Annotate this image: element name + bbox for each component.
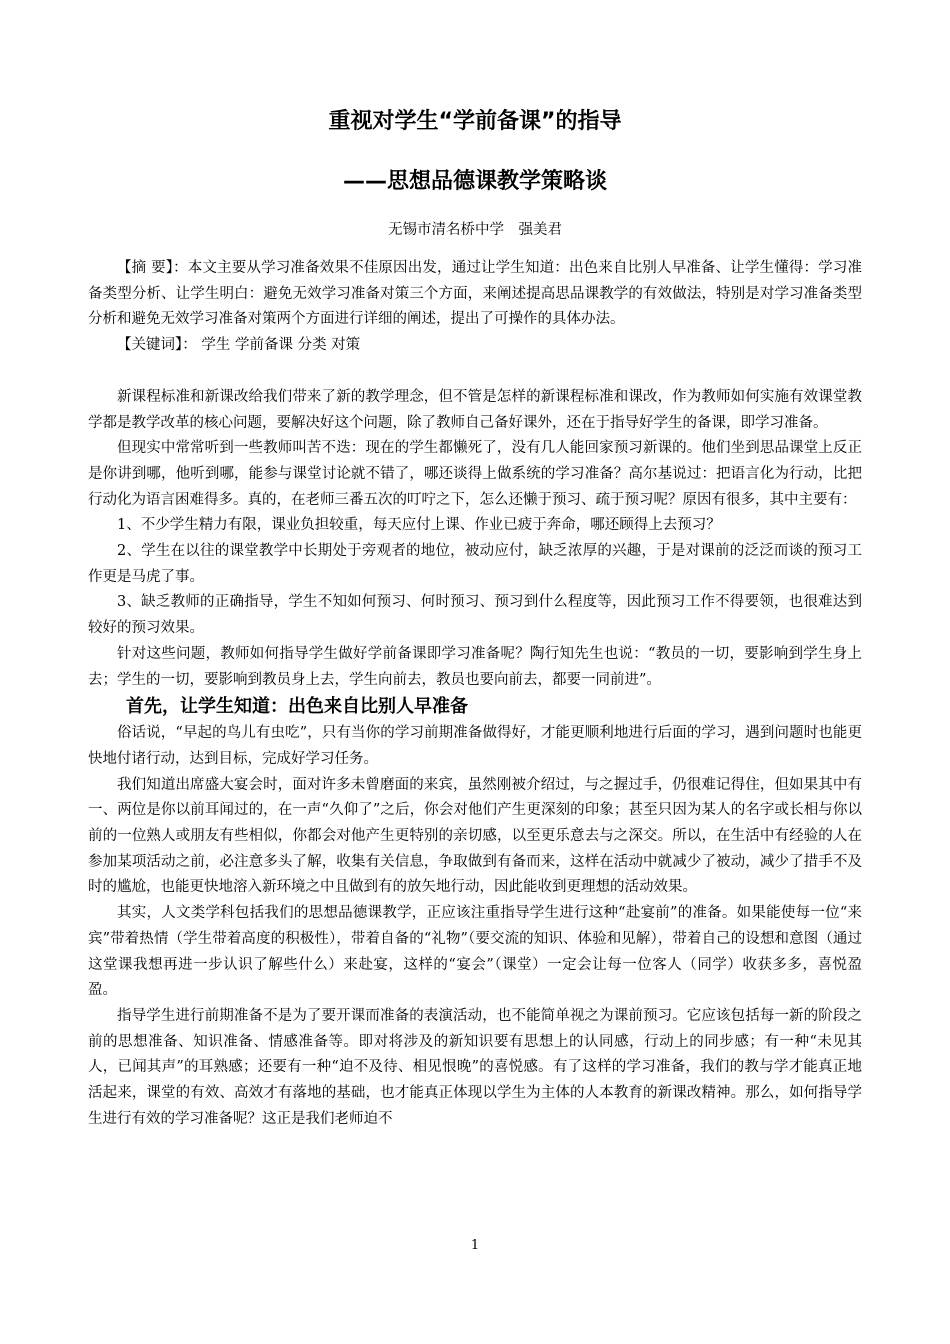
document-title: 重视对学生“学前备课”的指导 [328,109,622,134]
body-paragraph: 但现实中常常听到一些教师叫苦不迭：现在的学生都懒死了，没有几人能回家预习新课的。他们坐到思品课堂上反正是你讲到哪，他听到哪，能参与课堂讨论就不错了，哪还谈得上做系统的学习准备？高尔基说过：把语言化为行动，比把行动化为语言困难得多。真的，在老师三番五次的叮咛之下，怎么还懒于预习、疏于预习呢？原因有很多，其中主要有： [88,440,862,508]
abstract: 【摘 要】：本文主要从学习准备效果不佳原因出发，通过让学生知道：出色来自比别人早准备、让学生懂得：学习准备类型分析、让学生明白：避免无效学习准备对策三个方面，来阐述提高思品课教学的有效做法，特别是对学习准备类型分析和避免无效学习准备对策两个方面进行详细的阐述，提出了可操作的具体办法。 [88,260,862,328]
spacer [88,359,862,385]
page-number: 1 [470,1238,480,1253]
keywords: 【关键词】： 学生 学前备课 分类 对策 [117,337,361,354]
list-item: 2、学生在以往的课堂教学中长期处于旁观者的地位，被动应付，缺乏浓厚的兴趣，于是对课前的泛泛而谈的预习工作更是马虎了事。 [88,543,862,585]
body-paragraph: 指导学生进行前期准备不是为了要开课而准备的表演活动，也不能简单视之为课前预习。它应该包括每一新的阶段之前的思想准备、知识准备、情感准备等。即对将涉及的新知识要有思想上的认同感，行动上的同步感；有一种“未见其人，已闻其声”的耳熟感；还要有一种“迫不及待、相见恨晚”的喜悦感。有了这样的学习准备，我们的教与学才能真正地活起来，课堂的有效、高效才有落地的基础，也才能真正体现以学生为主体的人本教育的新课改精神。那么，如何指导学生进行有效的学习准备呢？这正是我们老师迫不 [88,1007,862,1127]
body-paragraph: 我们知道出席盛大宴会时，面对许多未曾磨面的来宾，虽然刚被介绍过，与之握过手，仍很难记得住，但如果其中有一、两位是你以前耳闻过的，在一声“久仰了”之后，你会对他们产生更深刻的印象；甚至只因为某人的名字或长相与你以前的一位熟人或朋友有些相似，你都会对他产生更特别的亲切感，以至更乐意去与之深交。所以，在生活中有经验的人在参加某项活动之前，必注意多头了解，收集有关信息，争取做到有备而来，这样在活动中就减少了被动，减少了措手不及时的尴尬，也能更快地溶入新环境之中且做到有的放矢地行动，因此能收到更理想的活动效果。 [88,776,862,896]
author-line: 无锡市清名桥中学 强美君 [388,222,562,238]
body-paragraph: 俗话说，“早起的鸟儿有虫吃”，只有当你的学习前期准备做得好，才能更顺利地进行后面的学习，遇到问题时也能更快地付诸行动，达到目标，完成好学习任务。 [88,725,862,767]
document-page [88,100,862,1133]
document-subtitle: ——思想品德课教学策略谈 [342,169,607,194]
section-heading: 首先，让学生知道：出色来自比别人早准备 [126,696,468,718]
body-paragraph: 针对这些问题，教师如何指导学生做好学前备课即学习准备呢？陶行知先生也说：“教员的一切，要影响到学生身上去；学生的一切，要影响到教员身上去，学生向前去，教员也要向前去，都要一同前进”。 [88,645,862,688]
list-item: 3、缺乏教师的正确指导，学生不知如何预习、何时预习、预习到什么程度等，因此预习工作不得要领，也很难达到较好的预习效果。 [88,594,862,637]
body-paragraph: 新课程标准和新课改给我们带来了新的教学理念，但不管是怎样的新课程标准和课改，作为教师如何实施有效课堂教学都是教学改革的核心问题，要解决好这个问题，除了教师自己备好课外，还在于指导好学生的备课，即学习准备。 [88,388,862,431]
body-paragraph: 其实，人文类学科包括我们的思想品德课教学，正应该注重指导学生进行这种“赴宴前”的准备。如果能使每一位“来宾”带着热情（学生带着高度的积极性），带着自备的“礼物”（要交流的知识、体验和见解），带着自己的设想和意图（通过这堂课我想再进一步认识了解些什么）来赴宴，这样的“宴会”（课堂）一定会让每一位客人（同学）收获多多，喜悦盈盈。 [88,905,862,999]
list-item: 1、不少学生精力有限，课业负担较重，每天应付上课、作业已疲于奔命，哪还顾得上去预习？ [117,517,721,534]
